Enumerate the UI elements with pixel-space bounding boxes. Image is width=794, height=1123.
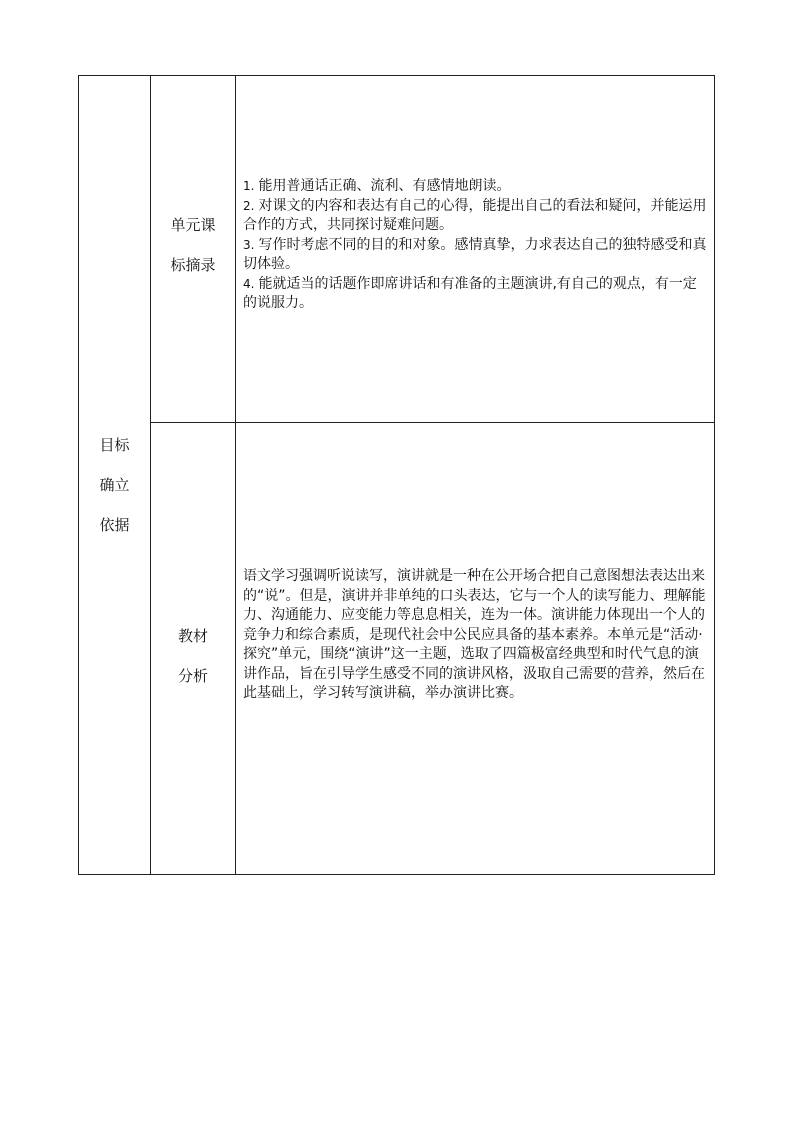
section-label-cell [79, 425, 150, 545]
table-divider-col2 [235, 75, 236, 875]
row-label-line: 标摘录 [170, 256, 216, 274]
curriculum-standards-list [243, 177, 710, 314]
item-number: 1. [243, 179, 255, 193]
table-border-top [78, 75, 715, 76]
table-divider-col1 [150, 75, 151, 875]
list-item [243, 177, 710, 197]
list-item [243, 275, 710, 314]
table-border-bottom [78, 874, 715, 875]
row-label-line: 分析 [177, 667, 208, 685]
item-number: 4. [243, 276, 255, 291]
item-number: 2. [243, 198, 255, 213]
section-label-line: 确立 [99, 476, 130, 494]
table-divider-row [150, 422, 715, 423]
info-table [78, 75, 715, 875]
section-label-line: 依据 [99, 516, 130, 534]
item-text: 对课文的内容和表达有自己的心得，能提出自己的看法和疑问，并能运用合作的方式，共同探讨疑难问题。 [243, 197, 707, 233]
table-border-right [714, 75, 715, 875]
paragraph-text: 语文学习强调听说读写，演讲就是一种在公开场合把自己意图想法表达出来的“说”。但是，演讲并非单纯的口头表达，它与一个人的读写能力、理解能力、沟通能力、应变能力等息息相关，连为一体。演讲能力体现出一个人的竞争力和综合素质，是现代社会中公民应具备的基本素养。本单元是“活动·探究”单元，围绕“演讲”这一主题，选取了四篇极富经典型和时代气息的演讲作品，旨在引导学生感受不同的演讲风格，汲取自己需要的营养，然后在此基础上，学习转写演讲稿，举办演讲比赛。 [243, 568, 706, 701]
item-text: 能就适当的话题作即席讲话和有准备的主题演讲,有自己的观点，有一定的说服力。 [243, 275, 697, 311]
list-item [243, 236, 710, 275]
list-item [243, 197, 710, 236]
item-text: 能用普通话正确、流利、有感情地朗读。 [258, 178, 511, 194]
textbook-analysis-paragraph [243, 567, 710, 704]
item-number: 3. [243, 237, 255, 252]
section-label-line: 目标 [99, 436, 130, 454]
row-label-line: 单元课 [170, 216, 216, 234]
item-text: 写作时考虑不同的目的和对象。感情真挚，力求表达自己的独特感受和真切体验。 [243, 236, 707, 272]
row-label-cell [151, 616, 235, 696]
row-label-line: 教材 [177, 627, 208, 645]
row-label-cell [151, 205, 235, 285]
